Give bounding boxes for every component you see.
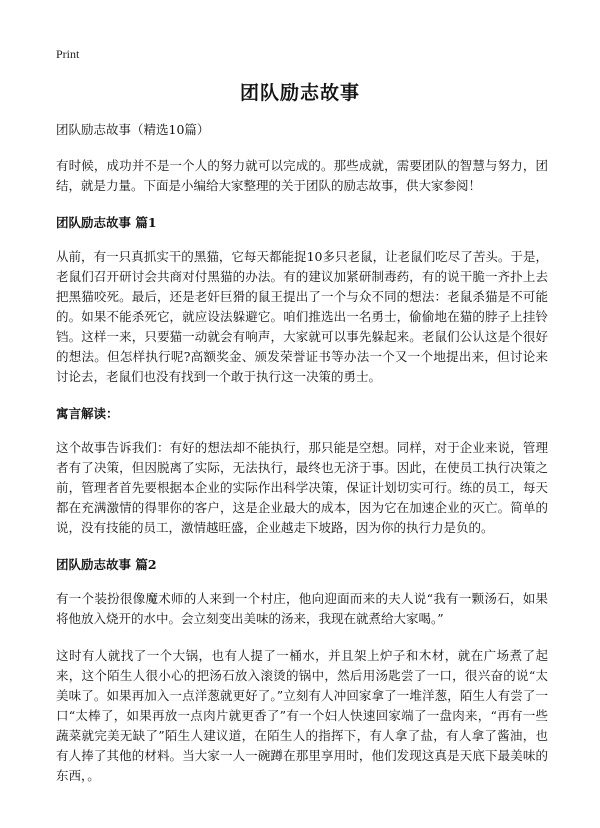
section-interpretation xyxy=(56,404,548,538)
section-paragraph: 有一个装扮很像魔术师的人来到一个村庄，他向迎面而来的夫人说“我有一颗汤石，如果将他放入烧开的水中。会立刻变出美味的汤来，我现在就煮给大家喝。” xyxy=(56,591,548,626)
section-story-2 xyxy=(56,555,548,786)
intro-paragraph: 有时候，成功并不是一个人的努力就可以完成的。那些成就，需要团队的智慧与努力，团结，就是力量。下面是小编给大家整理的关于团队的励志故事，供大家参阅！ xyxy=(56,158,548,193)
section-paragraph: 从前，有一只真抓实干的黑猫，它每天都能捉10多只老鼠，让老鼠们吃尽了苦头。于是，老鼠们召开研讨会共商对付黑猫的办法。有的建议加紧研制毒药，有的说干脆一齐扑上去把黑猫咬死。最后，还是老奸巨猾的鼠王提出了一个与众不同的想法：老鼠杀猫是不可能的。如果不能杀死它，就应设法躲避它。咱们推选出一名勇士，偷偷地在猫的脖子上挂铃铛。这样一来，只要猫一动就会有响声，大家就可以事先躲起来。老鼠们公认这是个很好的想法。但怎样执行呢?高额奖金、颁发荣誉证书等办法一个又一个地提出来，但讨论来讨论去，老鼠们也没有找到一个敢于执行这一决策的勇士。 xyxy=(56,249,548,384)
section-paragraph: 这个故事告诉我们：有好的想法却不能执行，那只能是空想。同样，对于企业来说，管理者有了决策，但因脱离了实际，无法执行，最终也无济于事。因此，在使员工执行决策之前，管理者首先要根据本企业的实际作出科学决策，保证计划切实可行。练的员工，每天都在充满激情的得罪你的客户，这是企业最大的成本，因为它在加速企业的灭亡。简单的说，没有技能的员工，激情越旺盛，企业越走下坡路，因为你的执行力是负的。 xyxy=(56,440,548,535)
page-title: 团队励志故事 xyxy=(239,82,360,104)
section-story-1 xyxy=(56,213,548,387)
print-link[interactable]: Print xyxy=(56,47,80,61)
article-body xyxy=(56,120,548,803)
section-paragraph: 这时有人就找了一个大锅，也有人提了一桶水，并且架上炉子和木材，就在广场煮了起来，这个陌生人很小心的把汤石放入滚烫的锅中，然后用汤匙尝了一口，很兴奋的说“太美味了。如果再加入一点洋葱就更好了。”立刻有人冲回家拿了一堆洋葱，陌生人有尝了一口“太棒了，如果再放一点肉片就更香了”有一个妇人快速回家端了一盘肉来，“再有一些蔬菜就完美无缺了”陌生人建议道，在陌生人的指挥下，有人拿了盐，有人拿了酱油，也有人捧了其他的材料。当大家一人一碗蹲在那里享用时，他们发现这真是天底下最美味的东西，。 xyxy=(56,648,548,783)
section-heading: 团队励志故事 篇1 xyxy=(56,215,157,230)
section-heading: 团队励志故事 篇2 xyxy=(56,557,157,572)
section-heading: 寓言解读： xyxy=(56,406,119,421)
article-subtitle: 团队励志故事（精选10篇） xyxy=(56,122,210,137)
